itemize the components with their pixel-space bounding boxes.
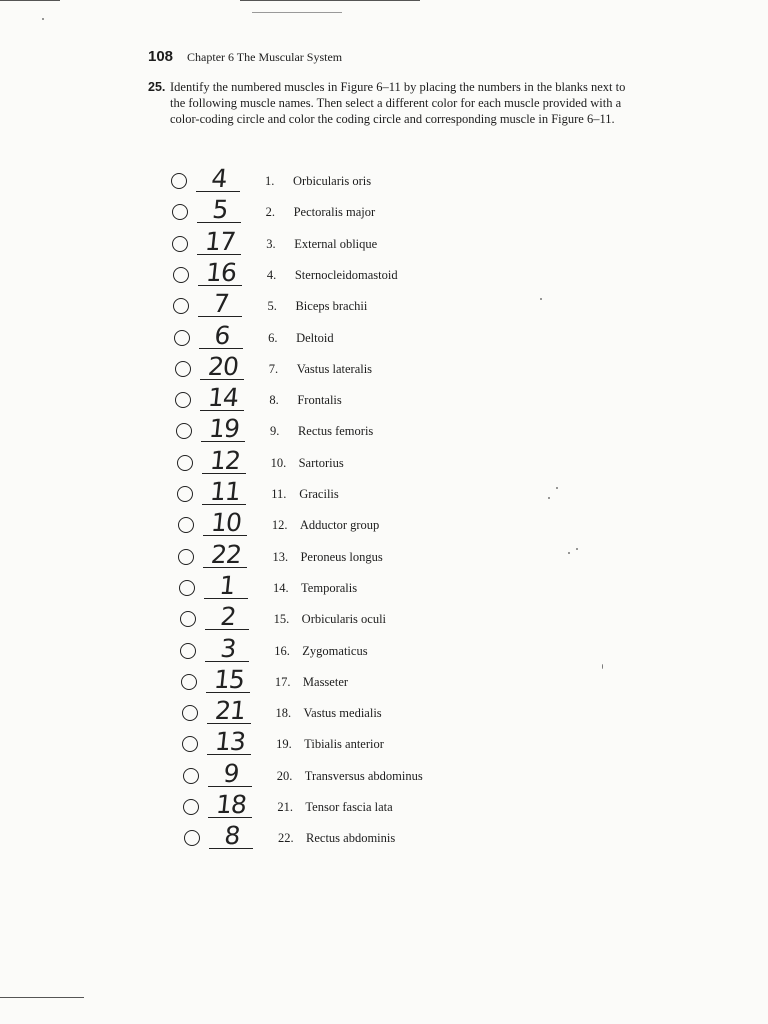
color-coding-circle[interactable] xyxy=(172,204,188,220)
color-coding-circle[interactable] xyxy=(176,423,192,439)
item-number: 3. xyxy=(266,236,276,251)
item-number: 14. xyxy=(273,580,289,595)
handwritten-answer[interactable]: 9 xyxy=(221,758,240,788)
color-coding-circle[interactable] xyxy=(182,705,198,721)
question-text: Identify the numbered muscles in Figure 6–11 by placing the numbers in the blanks next to the following muscle names. Then select a different color for each muscle provided with a color-coding circle and color the coding circle and corresponding muscle in Figure 6–11. xyxy=(170,80,626,126)
handwritten-answer[interactable]: 22 xyxy=(210,539,243,569)
chapter-title: Chapter 6 The Muscular System xyxy=(187,50,343,64)
item-number: 12. xyxy=(271,518,288,533)
item-number: 13. xyxy=(272,549,289,564)
handwritten-answer[interactable]: 19 xyxy=(207,414,241,444)
color-coding-circle[interactable] xyxy=(177,455,193,471)
handwritten-answer[interactable]: 3 xyxy=(219,633,238,663)
handwritten-answer[interactable]: 6 xyxy=(213,320,232,350)
item-number: 15. xyxy=(273,612,290,627)
color-coding-circle[interactable] xyxy=(175,392,191,408)
handwritten-answer[interactable]: 7 xyxy=(212,289,231,319)
color-coding-circle[interactable] xyxy=(180,611,196,627)
item-number: 18. xyxy=(275,706,292,721)
color-coding-circle[interactable] xyxy=(182,736,198,752)
item-number: 2. xyxy=(265,205,275,220)
muscle-name: Zygomaticus xyxy=(302,643,368,658)
color-coding-circle[interactable] xyxy=(180,643,196,659)
color-coding-circle[interactable] xyxy=(178,549,194,565)
handwritten-answer[interactable]: 14 xyxy=(206,383,240,413)
muscle-name: External oblique xyxy=(294,236,378,251)
handwritten-answer[interactable]: 16 xyxy=(204,257,238,287)
color-coding-circle[interactable] xyxy=(172,236,188,252)
color-coding-circle[interactable] xyxy=(177,486,193,502)
muscle-name: Biceps brachii xyxy=(295,299,368,314)
muscle-name: Rectus abdominis xyxy=(306,831,396,846)
item-number: 1. xyxy=(265,174,275,188)
item-number: 20. xyxy=(276,768,293,783)
muscle-name: Rectus femoris xyxy=(297,424,374,439)
item-number: 9. xyxy=(269,424,280,439)
color-coding-circle[interactable] xyxy=(173,267,189,283)
handwritten-answer[interactable]: 2 xyxy=(218,602,237,632)
muscle-name: Pectoralis major xyxy=(293,205,376,220)
color-coding-circle[interactable] xyxy=(183,768,199,784)
handwritten-answer[interactable]: 20 xyxy=(206,351,240,381)
muscle-name: Orbicularis oris xyxy=(293,174,372,188)
page-number: 108 xyxy=(148,48,174,65)
muscle-name: Sartorius xyxy=(298,455,344,470)
color-coding-circle[interactable] xyxy=(184,830,200,846)
handwritten-answer[interactable]: 8 xyxy=(223,821,241,851)
muscle-name: Vastus medialis xyxy=(303,706,382,721)
muscle-name: Transversus abdominus xyxy=(304,768,423,783)
handwritten-answer[interactable]: 11 xyxy=(208,477,242,506)
muscle-name: Vastus lateralis xyxy=(296,361,373,376)
muscle-name: Peroneus longus xyxy=(300,549,383,564)
color-coding-circle[interactable] xyxy=(171,173,187,189)
item-number: 6. xyxy=(268,330,278,345)
handwritten-answer[interactable]: 17 xyxy=(203,226,237,256)
item-number: 17. xyxy=(274,674,291,689)
muscle-name: Deltoid xyxy=(296,330,334,345)
color-coding-circle[interactable] xyxy=(178,517,194,533)
item-number: 22. xyxy=(278,831,294,846)
color-coding-circle[interactable] xyxy=(173,298,189,314)
color-coding-circle[interactable] xyxy=(179,580,195,596)
handwritten-answer[interactable]: 1 xyxy=(218,570,237,600)
muscle-name: Gracilis xyxy=(299,487,339,501)
item-number: 7. xyxy=(268,361,279,376)
muscle-name: Sternocleidomastoid xyxy=(294,267,398,282)
color-coding-circle[interactable] xyxy=(183,799,199,815)
item-number: 11. xyxy=(271,487,287,501)
muscle-name: Orbicularis oculi xyxy=(301,612,387,627)
handwritten-answer[interactable]: 5 xyxy=(210,195,229,225)
muscle-name: Temporalis xyxy=(301,580,358,595)
item-number: 5. xyxy=(267,299,277,314)
item-number: 10. xyxy=(270,455,287,470)
handwritten-answer[interactable]: 21 xyxy=(213,696,246,726)
item-number: 8. xyxy=(269,393,279,408)
list-item xyxy=(184,821,604,857)
handwritten-answer[interactable]: 4 xyxy=(210,164,228,193)
muscle-name: Tibialis anterior xyxy=(304,737,384,752)
item-number: 4. xyxy=(266,267,277,282)
muscle-name: Adductor group xyxy=(299,518,380,533)
color-coding-circle[interactable] xyxy=(174,330,190,346)
question-number: 25. xyxy=(148,80,166,94)
handwritten-answer[interactable]: 10 xyxy=(209,508,243,538)
handwritten-answer[interactable]: 18 xyxy=(214,790,248,819)
handwritten-answer[interactable]: 15 xyxy=(212,664,246,694)
item-number: 16. xyxy=(274,643,290,658)
handwritten-answer[interactable]: 13 xyxy=(213,727,247,757)
muscle-name: Frontalis xyxy=(297,393,342,408)
muscle-name: Masseter xyxy=(302,674,349,689)
item-number: 21. xyxy=(277,800,294,814)
color-coding-circle[interactable] xyxy=(181,674,197,690)
muscle-name: Tensor fascia lata xyxy=(305,800,393,814)
color-coding-circle[interactable] xyxy=(175,361,191,377)
handwritten-answer[interactable]: 12 xyxy=(208,445,242,475)
item-number: 19. xyxy=(276,737,292,752)
